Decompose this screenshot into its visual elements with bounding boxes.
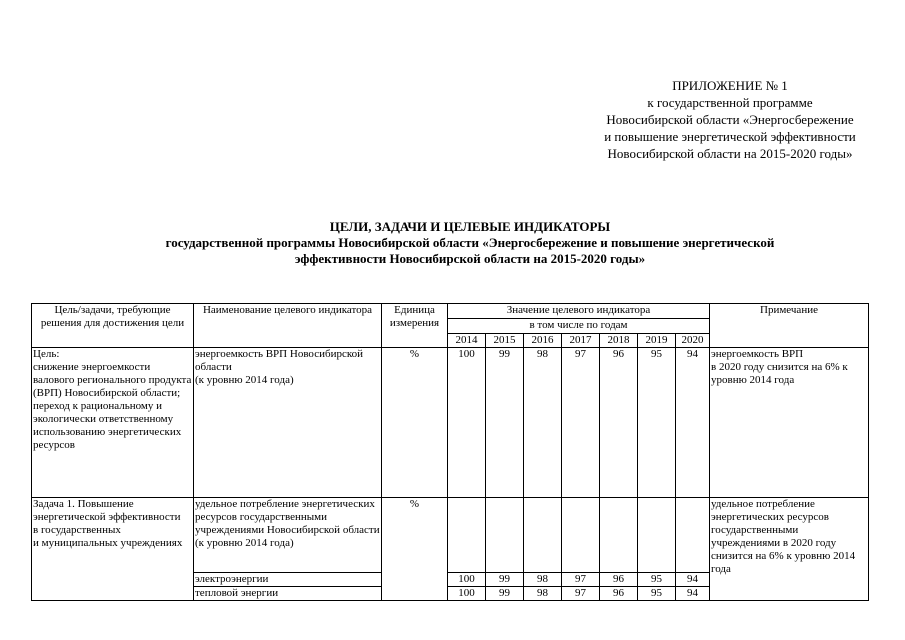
value-cell: 95 (638, 573, 676, 587)
appendix-line: Новосибирской области «Энергосбережение (606, 112, 854, 127)
goal-cell: Задача 1. Повышение энергетической эффективности в государственных и муниципальных учреждениях (32, 498, 194, 601)
value-cell: 96 (600, 587, 638, 601)
indicator-cell: удельное потребление энергетических ресурсов государственными учреждениями Новосибирской области (к уровню 2014 года) (194, 498, 382, 573)
title-line: эффективности Новосибирской области на 2015-2020 годы» (294, 251, 646, 266)
value-cell: 96 (600, 348, 638, 498)
value-cell: 96 (600, 573, 638, 587)
year-header: 2014 (448, 334, 486, 348)
note-cell: удельное потребление энергетических ресурсов государственными учреждениями в 2020 году снизится на 6% к уровню 2014 года (710, 498, 869, 601)
header-note: Примечание (710, 304, 869, 348)
value-cell (676, 498, 710, 573)
table-row (32, 498, 869, 573)
table-row (32, 348, 869, 498)
value-cell: 100 (448, 587, 486, 601)
value-cell: 98 (524, 573, 562, 587)
header-subvalue: в том числе по годам (448, 319, 710, 334)
appendix-line: ПРИЛОЖЕНИЕ № 1 (672, 78, 788, 93)
appendix-line: и повышение энергетической эффективности (604, 129, 856, 144)
value-cell: 95 (638, 348, 676, 498)
value-cell (486, 498, 524, 573)
value-cell: 99 (486, 348, 524, 498)
document-title (60, 219, 880, 267)
header-value: Значение целевого индикатора (448, 304, 710, 319)
indicator-cell: энергоемкость ВРП Новосибирской области (к уровню 2014 года) (194, 348, 382, 498)
indicator-sub-cell: электроэнергии (194, 573, 382, 587)
unit-cell: % (382, 498, 448, 601)
value-cell: 100 (448, 348, 486, 498)
value-cell: 97 (562, 587, 600, 601)
indicators-table (31, 303, 869, 601)
value-cell: 98 (524, 348, 562, 498)
year-header: 2017 (562, 334, 600, 348)
value-cell (448, 498, 486, 573)
year-header: 2015 (486, 334, 524, 348)
value-cell: 94 (676, 587, 710, 601)
unit-cell: % (382, 348, 448, 498)
title-line: государственной программы Новосибирской области «Энергосбережение и повышение энергетической (165, 235, 775, 250)
value-cell: 94 (676, 348, 710, 498)
value-cell: 94 (676, 573, 710, 587)
value-cell (638, 498, 676, 573)
year-header: 2018 (600, 334, 638, 348)
title-line: ЦЕЛИ, ЗАДАЧИ И ЦЕЛЕВЫЕ ИНДИКАТОРЫ (329, 219, 611, 234)
header-goal: Цель/задачи, требующие решения для достижения цели (32, 304, 194, 348)
value-cell (524, 498, 562, 573)
note-cell: энергоемкость ВРП в 2020 году снизится на 6% к уровню 2014 года (710, 348, 869, 498)
goal-cell: Цель: снижение энергоемкости валового регионального продукта (ВРП) Новосибирской области; переход к рациональному и экологически ответственному использованию энергетических ресурсов (32, 348, 194, 498)
header-unit: Единица измерения (382, 304, 448, 348)
appendix-line: к государственной программе (647, 95, 813, 110)
indicator-sub-cell: тепловой энергии (194, 587, 382, 601)
value-cell: 97 (562, 348, 600, 498)
value-cell (600, 498, 638, 573)
year-header: 2020 (676, 334, 710, 348)
appendix-line: Новосибирской области на 2015-2020 годы» (607, 146, 853, 161)
value-cell: 99 (486, 573, 524, 587)
value-cell: 98 (524, 587, 562, 601)
header-indicator: Наименование целевого индикатора (194, 304, 382, 348)
value-cell: 100 (448, 573, 486, 587)
year-header: 2019 (638, 334, 676, 348)
appendix-header (560, 77, 900, 162)
value-cell (562, 498, 600, 573)
value-cell: 95 (638, 587, 676, 601)
value-cell: 97 (562, 573, 600, 587)
year-header: 2016 (524, 334, 562, 348)
value-cell: 99 (486, 587, 524, 601)
